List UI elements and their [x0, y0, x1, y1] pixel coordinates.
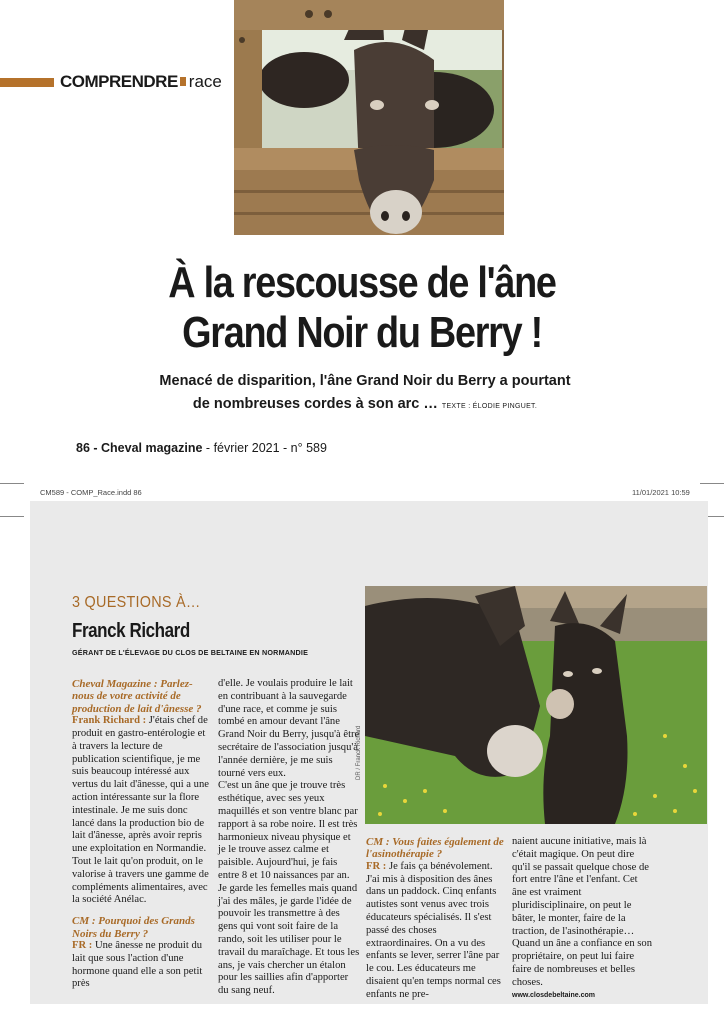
- answer-1-speaker: Frank Richard :: [72, 715, 147, 727]
- section-name: COMPRENDRE: [60, 72, 178, 91]
- standfirst: [140, 370, 590, 418]
- answer-2-part-1: Une ânesse ne produit du lait que sous l'action d'une hormone quand elle a son petit près: [72, 939, 203, 990]
- hero-photo-donkey: [234, 0, 504, 235]
- question-3: CM : Vous faites également de l'asinothérapie ?: [366, 836, 504, 861]
- question-2: CM : Pourquoi des Grands Noirs du Berry ?: [72, 915, 195, 940]
- page-folio: 86 - Cheval magazine - février 2021 - n° 589: [76, 441, 327, 455]
- answer-2-part-2: d'elle. Je voulais produire le lait en contribuant à la sauvegarde d'une race, et comme je suis tombé en amour devant l'âne Grand Noir du Berry, jusqu'à être secrétaire de l'association jusqu'à l'année dernière, je me suis tourné vers eux.: [218, 678, 360, 779]
- slug-file: CM589 - COMP_Race.indd 86: [40, 488, 142, 497]
- text-column-4: [512, 836, 652, 1002]
- section-label: [60, 72, 222, 92]
- answer-2-part-3: C'est un âne que je trouve très esthétique, avec ses yeux maquillés et son ventre blanc par rapport à sa robe noire. Il est très harmonieux niveau physique et je le trouve assez calme et paisible. Aujourd'hui, je fais entre 8 et 10 naissances par an. Je garde les femelles mais quand j'ai des mâles, je garde l'idée de pouvoir les transmettre à des gens qui vont soit faire de la rando, soit les utiliser pour le travail du maraîchage. Et tous les ans, je vais chercher un étalon pour les saillies afin d'apporter du sang neuf.: [218, 780, 360, 997]
- interviewee-role: GÉRANT DE L'ÉLEVAGE DU CLOS DE BELTAINE EN NORMANDIE: [72, 648, 309, 657]
- website-link[interactable]: www.closdebeltaine.com: [512, 991, 595, 999]
- answer-3-speaker: FR :: [366, 860, 387, 872]
- answer-1: J'étais chef de produit en gastro-entérologie et à travers la lecture de publication scientifique, je me suis beaucoup intéressé aux vertus du lait d'ânesse, qui a une action intéressante sur la flore intestinale. Je me suis donc lancé dans la production bio de lait d'ânesse, après avoir repris une exploitation en Normandie. Tout le lait qu'on produit, on le valorise à travers une gamme de compléments alimentaires, avec la société Anélac.: [72, 715, 209, 906]
- text-column-2: [218, 678, 360, 998]
- slug-date: 11/01/2021 10:59: [632, 488, 690, 497]
- crop-mark: [0, 516, 24, 517]
- standfirst-line-1: Menacé de disparition, l'âne Grand Noir du Berry a pourtant: [159, 373, 571, 389]
- answer-3-part-1: Je fais ça bénévolement. J'ai mis à disposition des ânes dans un paddock. Cinq enfants autistes sont venus avec trois éducateurs spécialisés. Il s'est passé des choses extraordinaires. On a vu des enfants se lever, serrer l'âne par le cou. Les éducateurs me disaient qu'en temps normal ces enfants ne pre-: [366, 860, 501, 1000]
- text-column-3: [366, 836, 504, 1002]
- headline-line-2: Grand Noir du Berry !: [182, 308, 542, 357]
- mare-and-foal-photo: [365, 586, 707, 824]
- answer-3-part-2: naient aucune initiative, mais là c'était magique. On peut dire qu'il se passait quelque chose de fort entre l'âne et l'enfant. Cet âne est vraiment pluridisciplinaire, on peut le bâter, le monter, faire de la traction, de l'asinothérapie… Quand un âne a confiance en son propriétaire, on peut lui faire faire de nombreuses et belles choses.: [512, 836, 653, 988]
- author-credit: TEXTE : ÉLODIE PINGUET.: [441, 403, 538, 410]
- magazine-name: Cheval magazine: [101, 441, 203, 455]
- headline: [51, 258, 674, 358]
- crop-mark: [0, 483, 24, 484]
- photo-credit: DR / Franck Richard: [356, 725, 362, 780]
- section-sublabel: race: [188, 72, 222, 91]
- crop-mark: [700, 483, 724, 484]
- answer-2-speaker: FR :: [72, 939, 93, 951]
- section-bar: [0, 78, 54, 87]
- headline-line-1: À la rescousse de l'âne: [168, 258, 556, 307]
- interviewee-name: Franck Richard: [72, 620, 190, 642]
- page-number: 86: [76, 441, 90, 455]
- standfirst-line-2: de nombreuses cordes à son arc …: [192, 396, 438, 412]
- question-1: Cheval Magazine : Parlez-nous de votre activité de production de lait d'ânesse ?: [72, 678, 202, 715]
- section-square: [180, 77, 186, 86]
- text-column-1: [72, 678, 210, 991]
- interview-kicker: 3 QUESTIONS À…: [72, 594, 201, 611]
- issue-info: février 2021 - n° 589: [213, 441, 327, 455]
